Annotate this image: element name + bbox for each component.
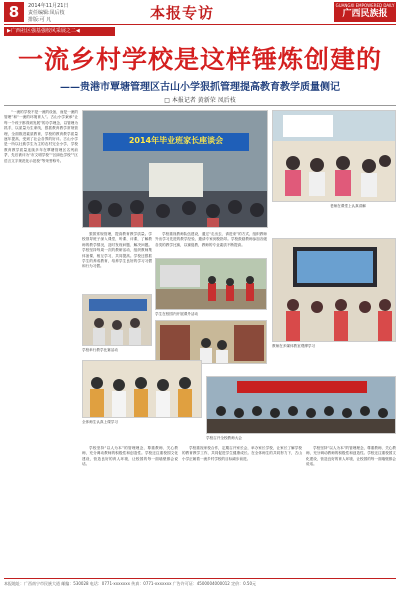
- headline: 一流乡村学校是这样锤炼创建的: [17, 45, 382, 74]
- photo-outdoor: [155, 258, 267, 310]
- photo-caption: 教师在多媒体教室观摩学习: [272, 344, 316, 348]
- photo-caption: 学校举行教学比赛活动: [82, 348, 118, 352]
- article-column-5: [182, 446, 302, 574]
- classroom-image: [273, 111, 396, 202]
- editor-line: 责任编辑:凤后枝: [28, 10, 65, 16]
- section-title: 本报专访: [150, 4, 215, 22]
- article-paragraph: 学校重视教师队伍建设，通过“走出去、请进来”的方式，组织教师外出学习先进的教学经验，邀请专家到校指导。学校鼓励教师参加各级各类的教学比赛，以赛促教，教师的专业素质不断提高。: [155, 232, 267, 247]
- subheadline: ——贵港市覃塘管理区古山小学狠抓管理提高教育教学质量侧记: [60, 82, 340, 93]
- photo-banner-text: 2014年毕业班家长座谈会: [128, 136, 224, 145]
- photo-caption: 老师在课堂上认真讲解: [330, 204, 366, 208]
- outdoor-activity-image: [156, 259, 267, 310]
- photo-parent-meeting: [82, 110, 268, 228]
- page-number: 8: [4, 2, 24, 22]
- page-footer: 本报地址：广西南宁市民族大道 邮编：530028 电话：0771-xxxxxxx 传真：0771-xxxxxxx 广告许可证：4500004000012 定价：0.50元: [4, 581, 257, 586]
- column-tag: ▶广西社区强基强校风采展之二◀: [4, 27, 115, 36]
- article-paragraph: 狠抓常规管理，提高教育教学质量。学校领导班子深入课堂，听课、评课，了解教师的教学情况，及时发现问题、解决问题。学校坚持每周一次的教研活动，组织教师集体备课，相互学习，共同提高。学校还狠抓学生的养成教育，培养学生良好的学习习惯和行为习惯。: [82, 232, 152, 269]
- issue-date: [28, 3, 68, 24]
- paper-name-cn: 广西民族报: [342, 9, 388, 19]
- photo-multimedia: [272, 238, 396, 342]
- article-column-4: [82, 446, 178, 574]
- photo-library: [155, 320, 267, 364]
- photo-staff-meeting: [206, 376, 396, 434]
- photo-classroom: [272, 110, 396, 202]
- article-paragraph: 学校坚持“以人为本”的管理理念，尊重教师、关心教师，充分调动教师的积极性和创造性。学校还注重校园文化建设，营造良好的育人环境，让校园的每一面墙壁都会说话。: [82, 446, 178, 467]
- paper-name-en: GUANGXI EMPOWERED DAILY: [335, 3, 395, 8]
- multimedia-room-image: [273, 239, 396, 342]
- photo-competition: [82, 294, 152, 346]
- headline-rule: [4, 105, 396, 106]
- photo-caption: 全体师生认真上课学习: [82, 420, 118, 424]
- article-paragraph: 学校重视家校合作，定期召开家长会，举办家长学校，让家长了解学校的教育教学工作，共同促进学生健康成长。在全体师生的共同努力下，古山小学正朝着一流乡村学校的目标阔步前进。: [182, 446, 302, 461]
- footer-rule: [4, 578, 396, 579]
- parent-meeting-image: [83, 111, 268, 228]
- article-column-2: [82, 232, 152, 292]
- article-column-6: [306, 446, 396, 574]
- class-study-image: [83, 361, 202, 418]
- article-paragraph: “一流的学校不是一流的设备，而是一流的管理”和“一流的环境育人”。古山小学秉承“让每一个孩子都得到发展”的办学理念，以管理为抓手，以质量为生命线，狠抓教育教学常规管理，全面推进素质教育，学校的教育教学质量逐年提高，受到了社会各界的好评。古山小学是一所以壮族学生为主的农村完全小学，学校教育教学质量连续多年在覃塘管理区名列前茅，先后被评为“市文明学校”“区绿色学校”“区语言文字规范化示范校”等荣誉称号。: [4, 110, 78, 163]
- article-column-1: [4, 110, 78, 572]
- photo-caption: 学生在校园内开展课外活动: [155, 312, 199, 316]
- competition-image: [83, 295, 152, 346]
- staff-meeting-image: [207, 377, 396, 434]
- photo-class-study: [82, 360, 202, 418]
- date-line: 2014年11月21日: [28, 3, 69, 9]
- article-paragraph: 学校坚持“以人为本”的管理理念，尊重教师、关心教师，充分调动教师的积极性和创造性。学校还注重校园文化建设，营造良好的育人环境，让校园的每一面墙壁都会说话。: [306, 446, 396, 467]
- article-column-3: [155, 232, 267, 258]
- library-image: [156, 321, 267, 364]
- byline: □ 本报记者 黄新荣 凤后枝: [164, 97, 236, 104]
- paper-masthead: [334, 2, 396, 22]
- photo-caption: 学校召开全校教师大会: [206, 436, 242, 440]
- layout-line: 排版:可 凡: [28, 17, 52, 23]
- header-rule: [4, 24, 396, 25]
